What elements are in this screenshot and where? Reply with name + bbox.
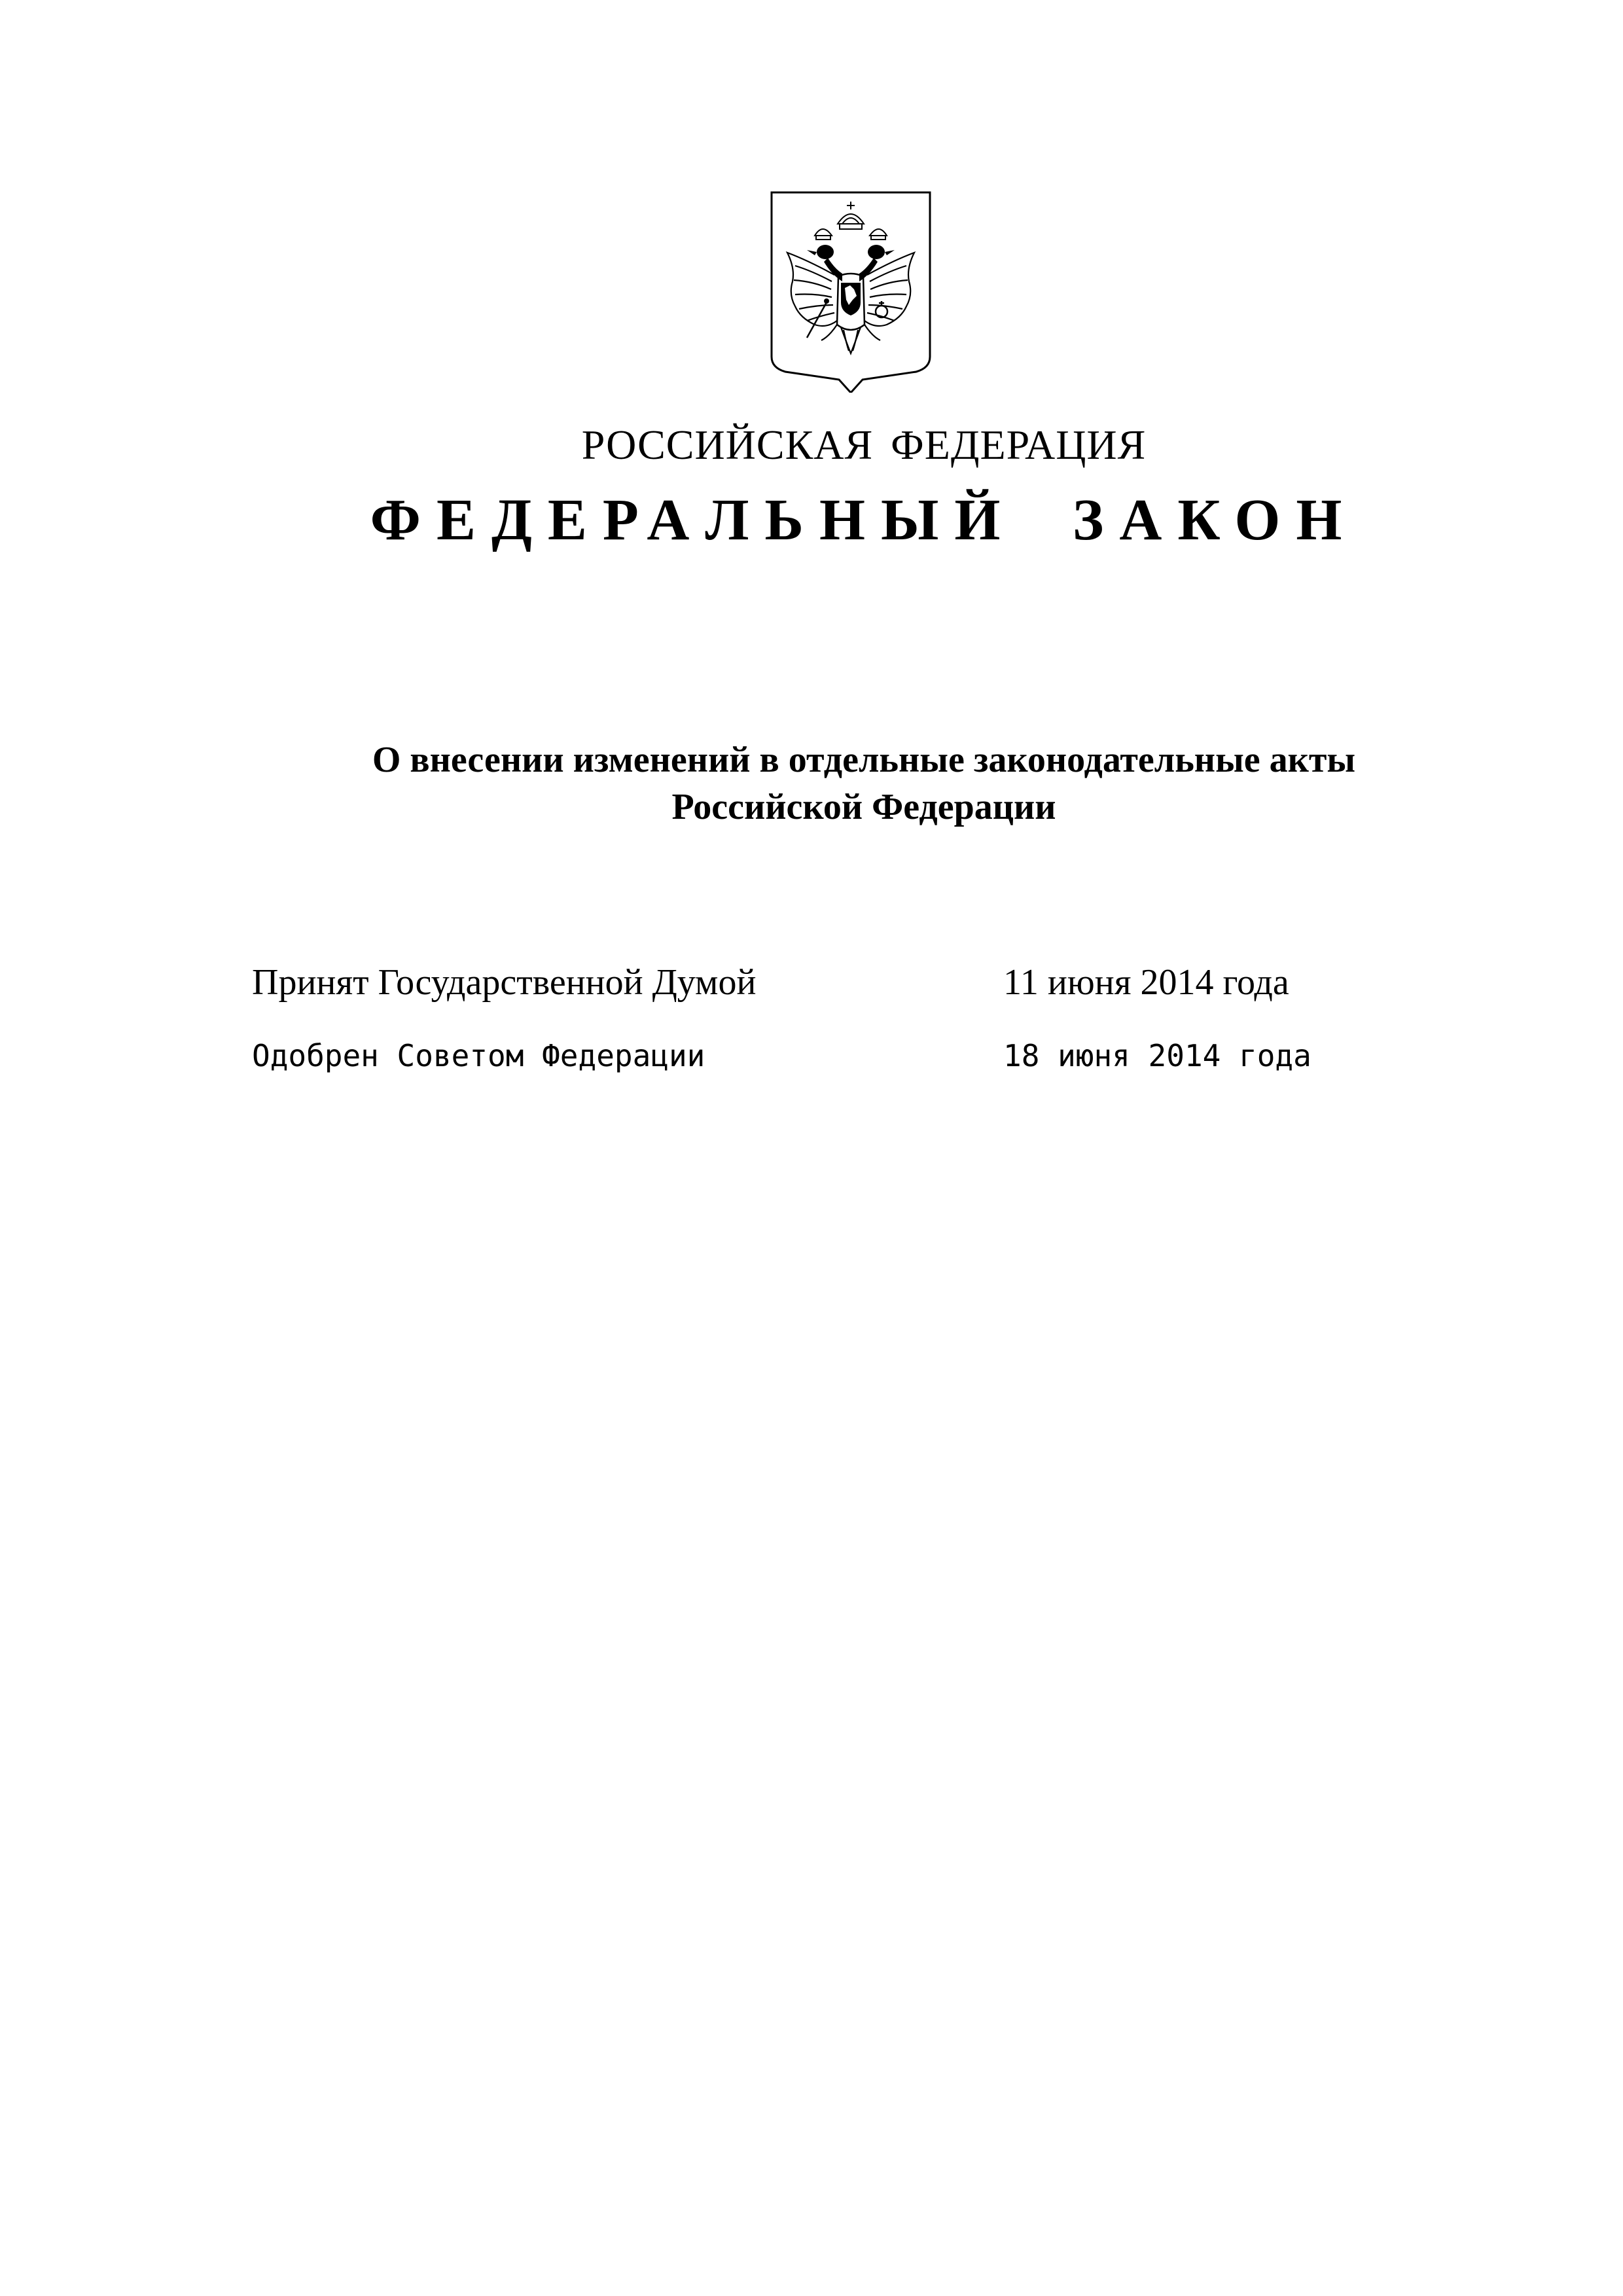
country-name: РОССИЙСКАЯ ФЕДЕРАЦИЯ xyxy=(581,422,1147,468)
law-title-line-2: Российской Федерации xyxy=(671,787,1056,827)
adoption-date: 11 июня 2014 года xyxy=(1003,962,1289,1003)
law-title-line-1: О внесении изменений в отдельные законодательные акты xyxy=(372,740,1356,780)
adoption-row-council xyxy=(252,1033,1338,1085)
law-title xyxy=(0,736,1623,831)
document-type: ФЕДЕРАЛЬНЫЙ ЗАКОН xyxy=(370,488,1358,552)
adoption-label: Принят Государственной Думой xyxy=(252,962,757,1003)
approval-date: 18 июня 2014 года xyxy=(1003,1038,1311,1073)
coat-of-arms-icon xyxy=(769,190,933,393)
approval-label: Одобрен Советом Федерации xyxy=(252,1038,705,1073)
adoption-row-duma xyxy=(252,959,1338,1011)
